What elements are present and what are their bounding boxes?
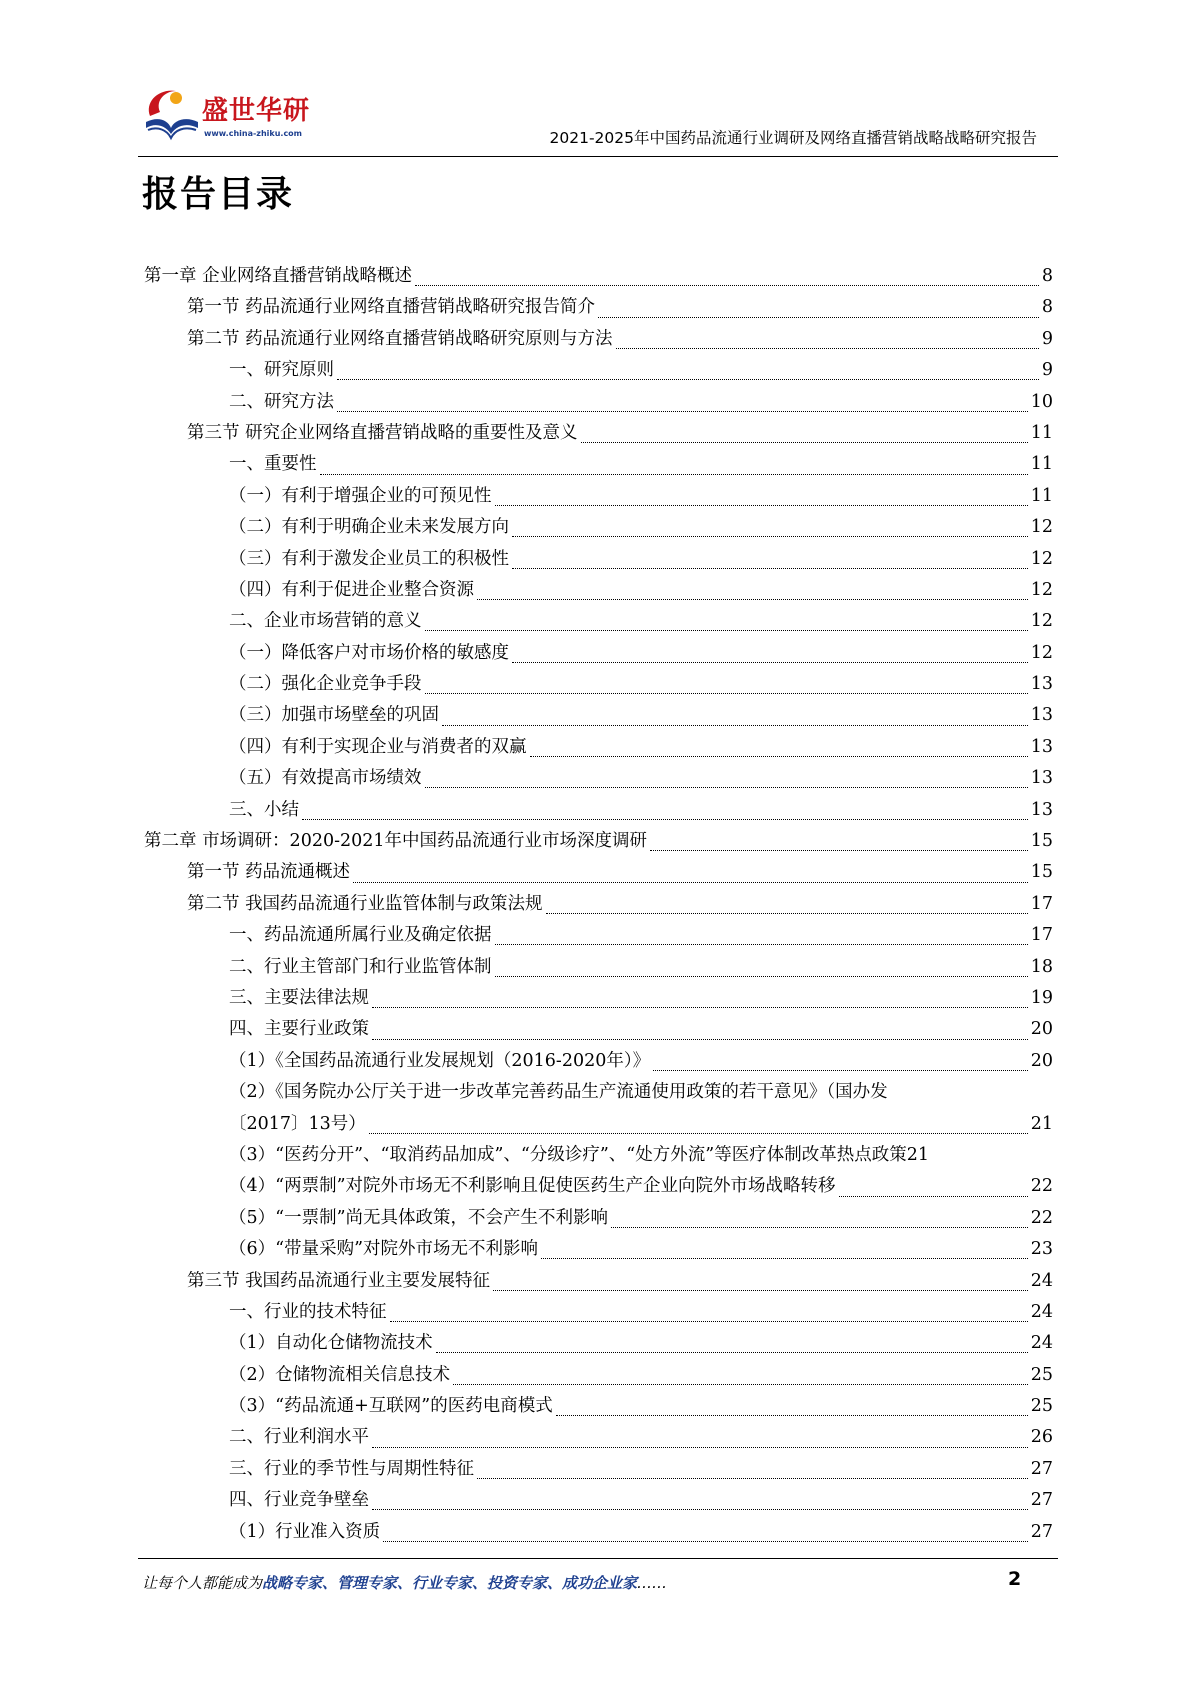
- toc-entry[interactable]: [144, 418, 1053, 449]
- toc-entry-title: （一）降低客户对市场价格的敏感度: [229, 642, 509, 663]
- toc-entry[interactable]: [144, 952, 1053, 983]
- toc-page-number: 12: [1030, 517, 1053, 538]
- toc-entry[interactable]: [144, 606, 1053, 637]
- toc-page-number: 24: [1030, 1333, 1053, 1354]
- toc-page-number: 22: [1030, 1176, 1053, 1197]
- toc-page-number: 22: [1030, 1207, 1053, 1228]
- toc-dot-leader: [415, 285, 1039, 286]
- toc-page-number: 13: [1030, 768, 1053, 789]
- toc-entry[interactable]: [144, 857, 1053, 888]
- toc-entry-title: 四、行业竞争壁垒: [229, 1490, 369, 1511]
- toc-entry[interactable]: [144, 1046, 1053, 1077]
- toc-entry[interactable]: [144, 1422, 1053, 1453]
- toc-page-number: 17: [1030, 893, 1053, 914]
- toc-entry[interactable]: [144, 1454, 1053, 1485]
- toc-entry-title: （1）《全国药品流通行业发展规划（2016-2020年）》: [229, 1050, 651, 1071]
- toc-dot-leader: [556, 1415, 1028, 1416]
- logo-url: www.china-zhiku.com: [204, 129, 303, 138]
- toc-page-number: 21: [1030, 1113, 1053, 1134]
- slogan-suffix: ……: [637, 1574, 668, 1592]
- toc-entry[interactable]: [144, 292, 1053, 323]
- toc-dot-leader: [477, 599, 1028, 600]
- toc-entry-title: 二、企业市场营销的意义: [229, 611, 422, 632]
- toc-entry[interactable]: [144, 544, 1053, 575]
- toc-dot-leader: [839, 1196, 1028, 1197]
- toc-page-number: 27: [1030, 1458, 1053, 1479]
- toc-entry[interactable]: [144, 983, 1053, 1014]
- toc-page-number: 19: [1030, 987, 1053, 1008]
- toc-entry[interactable]: [144, 1014, 1053, 1045]
- toc-dot-leader: [453, 1384, 1028, 1385]
- toc-entry[interactable]: [144, 732, 1053, 763]
- toc-entry[interactable]: [144, 449, 1053, 480]
- toc-dot-leader: [337, 379, 1039, 380]
- toc-page-number: 23: [1030, 1239, 1053, 1260]
- toc-page-number: 15: [1030, 831, 1053, 852]
- report-title: 2021-2025年中国药品流通行业调研及网络直播营销战略战略研究报告: [549, 129, 1037, 147]
- toc-page-number: 13: [1030, 674, 1053, 695]
- toc-dot-leader: [353, 882, 1028, 883]
- toc-entry-title: （3）“药品流通+互联网”的医药电商模式: [229, 1396, 553, 1417]
- toc-entry-title: 二、行业主管部门和行业监管体制: [229, 956, 492, 977]
- toc-entry-title: 三、主要法律法规: [229, 987, 369, 1008]
- toc-entry[interactable]: [144, 1203, 1053, 1234]
- toc-dot-leader: [442, 725, 1028, 726]
- toc-entry[interactable]: [144, 355, 1053, 386]
- toc-dot-leader: [425, 630, 1028, 631]
- toc-entry[interactable]: [144, 826, 1053, 857]
- toc-entry-title: 三、行业的季节性与周期性特征: [229, 1458, 474, 1479]
- toc-entry-title: 二、研究方法: [229, 391, 334, 412]
- toc-dot-leader: [512, 536, 1028, 537]
- toc-dot-leader: [598, 317, 1039, 318]
- slogan-prefix: 让每个人都能成为: [142, 1574, 263, 1592]
- book-swirl-logo-icon: [140, 82, 202, 144]
- toc-entry-title: （6）“带量采购”对院外市场无不利影响: [229, 1239, 539, 1260]
- toc-dot-leader: [372, 1039, 1028, 1040]
- toc-dot-leader: [372, 1509, 1028, 1510]
- toc-dot-leader: [425, 693, 1028, 694]
- toc-page-number: 8: [1041, 266, 1053, 286]
- toc-entry-title: （三）有利于激发企业员工的积极性: [229, 548, 509, 569]
- toc-entry[interactable]: [144, 1328, 1053, 1359]
- toc-entry-title: 一、行业的技术特征: [229, 1301, 387, 1322]
- toc-entry-title: （1）自动化仓储物流技术: [229, 1333, 433, 1354]
- toc-page-number: 9: [1041, 328, 1053, 349]
- toc-page-number: 25: [1030, 1364, 1053, 1385]
- toc-page-number: 12: [1030, 611, 1053, 632]
- toc-entry-title: （2）仓储物流相关信息技术: [229, 1364, 451, 1385]
- toc-page-number: 13: [1030, 736, 1053, 757]
- page-title: 报告目录: [142, 174, 295, 215]
- toc-entry-title: 第一节 药品流通行业网络直播营销战略研究报告简介: [187, 297, 596, 318]
- toc-entry[interactable]: [144, 1517, 1053, 1548]
- toc-dot-leader: [372, 1447, 1028, 1448]
- toc-dot-leader: [495, 976, 1028, 977]
- toc-entry[interactable]: [144, 795, 1053, 826]
- toc-entry-title: （五）有效提高市场绩效: [229, 768, 422, 789]
- page-number: 2: [1008, 1568, 1022, 1590]
- toc-entry[interactable]: [144, 1077, 1053, 1108]
- toc-entry[interactable]: [144, 638, 1053, 669]
- toc-dot-leader: [581, 442, 1028, 443]
- toc-dot-leader: [653, 1070, 1028, 1071]
- toc-page-number: 15: [1030, 862, 1053, 883]
- footer-divider: [138, 1558, 1058, 1559]
- logo-name: 盛世华研: [202, 96, 311, 126]
- toc-entry-title: 一、重要性: [229, 454, 317, 475]
- toc-page-number: 13: [1030, 705, 1053, 726]
- toc-page-number: 20: [1030, 1019, 1053, 1040]
- toc-entry-title: 第一节 药品流通概述: [187, 862, 351, 883]
- toc-entry[interactable]: [144, 1360, 1053, 1391]
- toc-entry-title: （三）加强市场壁垒的巩固: [229, 705, 439, 726]
- table-of-contents: [144, 261, 1053, 1548]
- toc-entry[interactable]: [144, 669, 1053, 700]
- toc-entry-title: 四、主要行业政策: [229, 1019, 369, 1040]
- toc-dot-leader: [337, 411, 1028, 412]
- toc-entry[interactable]: [144, 1485, 1053, 1516]
- toc-page-number: 10: [1030, 391, 1053, 412]
- toc-entry-title: （二）强化企业竞争手段: [229, 674, 422, 695]
- toc-dot-leader: [541, 1258, 1028, 1259]
- toc-dot-leader: [495, 505, 1028, 506]
- toc-dot-leader: [616, 348, 1039, 349]
- toc-page-number: 11: [1030, 454, 1053, 475]
- toc-page-number: 12: [1030, 548, 1053, 569]
- toc-entry[interactable]: [144, 1234, 1053, 1265]
- toc-entry-title: 〔2017〕13号）: [229, 1113, 366, 1134]
- toc-dot-leader: [650, 850, 1028, 851]
- toc-dot-leader: [436, 1352, 1028, 1353]
- toc-entry[interactable]: [144, 261, 1053, 292]
- toc-page-number: 20: [1030, 1050, 1053, 1071]
- toc-entry-title: （4）“两票制”对院外市场无不利影响且促使医药生产企业向院外市场战略转移: [229, 1176, 836, 1197]
- toc-dot-leader: [383, 1541, 1028, 1542]
- header-divider: [138, 156, 1058, 157]
- toc-dot-leader: [320, 474, 1028, 475]
- toc-page-number: 25: [1030, 1396, 1053, 1417]
- company-logo: [140, 80, 325, 150]
- toc-entry-title: （四）有利于实现企业与消费者的双赢: [229, 736, 527, 757]
- toc-page-number: 13: [1030, 799, 1053, 820]
- toc-dot-leader: [493, 1290, 1028, 1291]
- toc-page-number: 12: [1030, 579, 1053, 600]
- toc-entry[interactable]: [144, 575, 1053, 606]
- toc-entry[interactable]: [144, 481, 1053, 512]
- toc-page-number: 21: [906, 1144, 929, 1165]
- toc-dot-leader: [477, 1478, 1028, 1479]
- toc-page-number: 24: [1030, 1301, 1053, 1322]
- toc-entry-title: 第二章 市场调研：2020-2021年中国药品流通行业市场深度调研: [144, 831, 648, 852]
- toc-dot-leader: [372, 1007, 1028, 1008]
- toc-page-number: 12: [1030, 642, 1053, 663]
- toc-page-number: 27: [1030, 1490, 1053, 1511]
- toc-dot-leader: [512, 662, 1028, 663]
- toc-entry[interactable]: [144, 1109, 1053, 1140]
- toc-dot-leader: [512, 568, 1028, 569]
- toc-entry-title: 第二节 药品流通行业网络直播营销战略研究原则与方法: [187, 328, 613, 349]
- slogan-highlight: 战略专家、管理专家、行业专家、投资专家、成功企业家: [262, 1574, 638, 1592]
- toc-entry-title: 二、行业利润水平: [229, 1427, 369, 1448]
- toc-entry[interactable]: [144, 1391, 1053, 1422]
- toc-dot-leader: [546, 913, 1028, 914]
- toc-entry-title: （5）“一票制”尚无具体政策，不会产生不利影响: [229, 1207, 609, 1228]
- toc-entry-title: 第一章 企业网络直播营销战略概述: [144, 266, 413, 286]
- toc-dot-leader: [369, 1133, 1028, 1134]
- toc-page-number: 8: [1041, 297, 1053, 318]
- toc-dot-leader: [530, 756, 1028, 757]
- toc-entry[interactable]: [144, 387, 1053, 418]
- toc-entry-title: 一、研究原则: [229, 360, 334, 381]
- toc-entry[interactable]: [144, 1140, 1053, 1171]
- toc-entry-title: 第二节 我国药品流通行业监管体制与政策法规: [187, 893, 543, 914]
- toc-page-number: 11: [1030, 422, 1053, 443]
- toc-page-number: 17: [1030, 925, 1053, 946]
- toc-entry-title: （一）有利于增强企业的可预见性: [229, 485, 492, 506]
- toc-entry-title: （2）《国务院办公厅关于进一步改革完善药品生产流通使用政策的若干意见》（国办发: [229, 1082, 888, 1103]
- toc-page-number: 27: [1030, 1521, 1053, 1542]
- toc-page-number: 24: [1030, 1270, 1053, 1291]
- toc-entry[interactable]: [144, 512, 1053, 543]
- toc-entry[interactable]: [144, 763, 1053, 794]
- toc-entry-title: 第三节 研究企业网络直播营销战略的重要性及意义: [187, 422, 578, 443]
- toc-page-number: 26: [1030, 1427, 1053, 1448]
- toc-page-number: 11: [1030, 485, 1053, 506]
- toc-entry[interactable]: [144, 1171, 1053, 1202]
- toc-dot-leader: [611, 1227, 1028, 1228]
- toc-entry-title: 三、小结: [229, 799, 299, 820]
- footer-slogan: [142, 1572, 667, 1593]
- toc-dot-leader: [425, 787, 1028, 788]
- toc-entry-title: （四）有利于促进企业整合资源: [229, 579, 474, 600]
- toc-entry-title: （1）行业准入资质: [229, 1521, 381, 1542]
- toc-entry[interactable]: [144, 889, 1053, 920]
- toc-entry-title: 第三节 我国药品流通行业主要发展特征: [187, 1270, 491, 1291]
- toc-entry[interactable]: [144, 700, 1053, 731]
- toc-entry-title: 一、药品流通所属行业及确定依据: [229, 925, 492, 946]
- toc-entry-title: （二）有利于明确企业未来发展方向: [229, 517, 509, 538]
- toc-dot-leader: [302, 819, 1028, 820]
- toc-entry[interactable]: [144, 324, 1053, 355]
- toc-entry[interactable]: [144, 1266, 1053, 1297]
- toc-entry[interactable]: [144, 920, 1053, 951]
- toc-entry-title: （3）“医药分开”、“取消药品加成”、“分级诊疗”、“处方外流”等医疗体制改革热点政策: [229, 1144, 907, 1165]
- toc-entry[interactable]: [144, 1297, 1053, 1328]
- toc-page-number: 9: [1041, 360, 1053, 381]
- toc-page-number: 18: [1030, 956, 1053, 977]
- toc-dot-leader: [390, 1321, 1028, 1322]
- toc-dot-leader: [495, 944, 1028, 945]
